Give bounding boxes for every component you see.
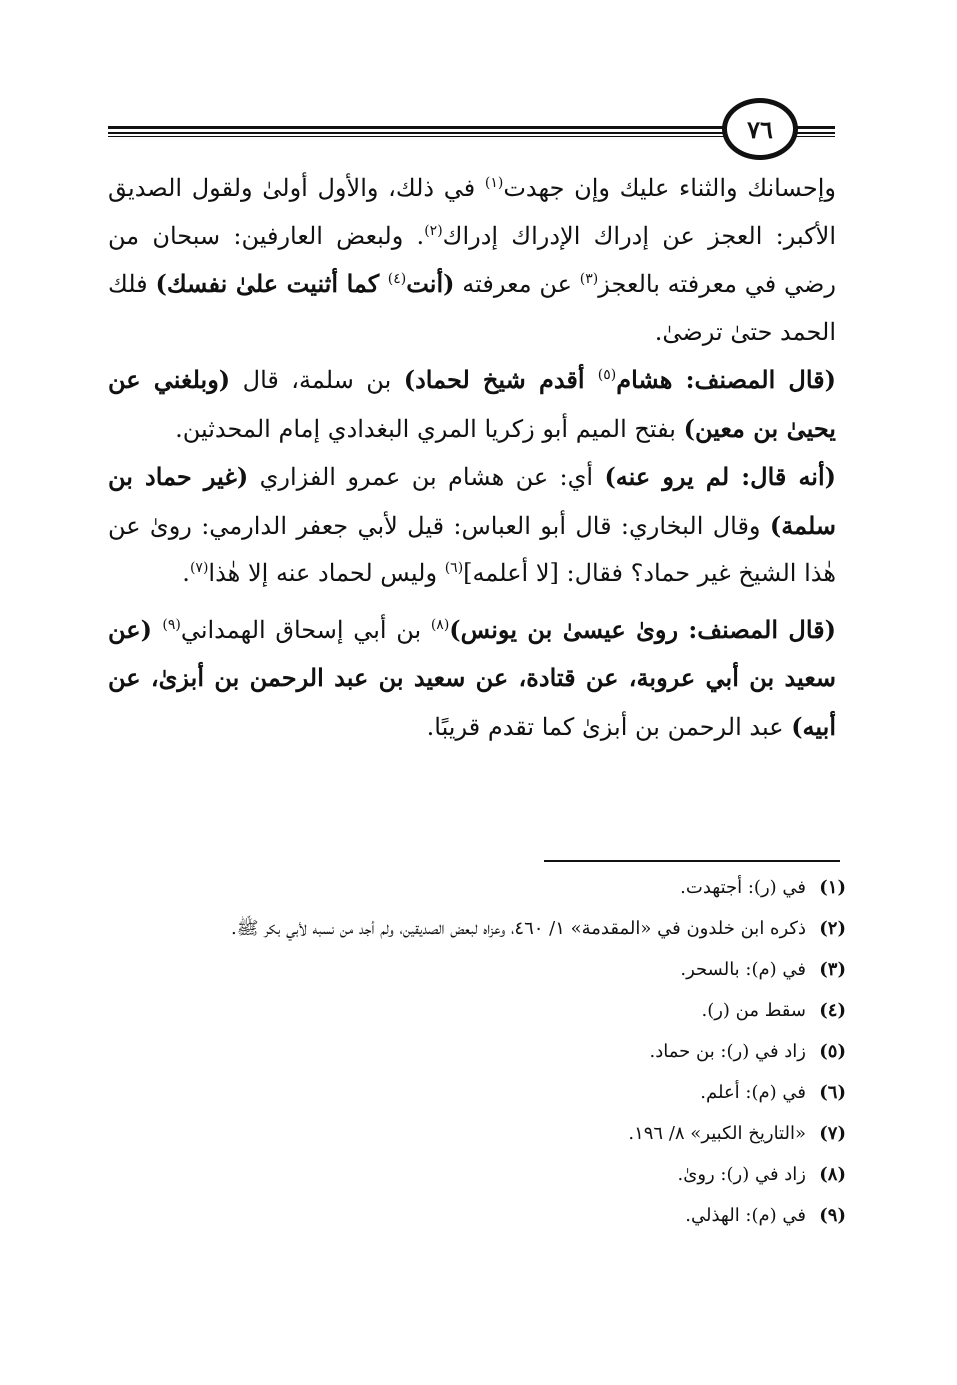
footnote	[110, 872, 846, 903]
footnote	[110, 1036, 846, 1067]
text-segment: وقال البخاري: قال أبو العباس: قيل لأبي جعفر الدارمي: روىٰ عن هٰذا الشيخ غير حماد؟ فقال: [لا أعلمه]	[108, 511, 836, 587]
footnote-ref: (٦)	[444, 560, 464, 576]
footnote-text: في (ر): أجتهدت.	[680, 877, 806, 898]
footnote-number: (٦)	[819, 1082, 846, 1103]
footnote-number: (١)	[819, 877, 846, 898]
text-segment: (وبلغني عن يحيىٰ بن معين)	[108, 365, 836, 443]
footnote-text: «التاريخ الكبير» ٨/ ١٩٦.	[628, 1123, 806, 1144]
footnote	[110, 1077, 846, 1108]
footnote-number: (٨)	[819, 1164, 846, 1185]
footnote-ref: (٩)	[162, 616, 181, 633]
footnote-number: (٧)	[819, 1123, 846, 1144]
footnote-ref: (١)	[484, 175, 504, 191]
footnote-text: في (م): الهذلي.	[685, 1205, 806, 1226]
text-segment: (أنت	[406, 269, 455, 298]
footnote	[110, 1118, 846, 1149]
text-segment: وليس لحماد عنه إلا هٰذا	[208, 559, 445, 587]
paragraph	[108, 165, 836, 356]
text-segment: عبد الرحمن بن أبزىٰ كما تقدم قريبًا.	[426, 712, 792, 741]
text-segment: .	[182, 559, 190, 587]
footnotes	[110, 872, 846, 1241]
paragraph	[108, 606, 836, 752]
footnote-number: (٣)	[819, 959, 846, 980]
footnote-ref: (٨)	[430, 616, 450, 633]
text-segment: في ذلك، والأول أولىٰ ولقول الصديق الأكبر: العجز عن إدراك الإدراك إدراك	[108, 174, 836, 250]
footnote-text: في (م): بالسحر.	[680, 959, 806, 980]
footnote-number: (٥)	[819, 1041, 846, 1062]
text-segment: أي: عن هشام بن عمرو الفزاري	[248, 463, 605, 491]
text-segment: بن سلمة، قال	[230, 366, 404, 394]
main-text	[108, 165, 836, 751]
footnote	[110, 995, 846, 1026]
footnote-ref: (٤)	[387, 271, 407, 287]
footnote-ref: (٣)	[579, 271, 599, 287]
footnote	[110, 1159, 846, 1190]
footnote-number: (٢)	[819, 918, 846, 939]
footnote-text: سقط من (ر).	[701, 1000, 806, 1021]
footnote-text: في (م): أعلم.	[700, 1082, 806, 1103]
text-segment: بفتح الميم أبو زكريا المري البغدادي إمام المحدثين.	[175, 414, 684, 443]
text-segment: . ولبعض العارفين: سبحان من رضي في معرفته بالعجز	[108, 221, 837, 298]
text-segment: (غير حماد بن سلمة)	[108, 462, 836, 540]
page-number: ٧٦	[722, 98, 798, 160]
footnote-ref: (٢)	[424, 222, 443, 239]
text-segment: (عن سعيد بن أبي عروبة، عن قتادة، عن سعيد بن عبد الرحمن بن أبزىٰ، عن أبيه)	[108, 614, 836, 741]
footnote-number: (٤)	[819, 1000, 846, 1021]
footnote	[110, 1200, 846, 1231]
footnote	[110, 913, 846, 944]
text-segment: بن أبي إسحاق الهمداني	[180, 615, 431, 644]
footnote-ref: (٥)	[597, 367, 617, 383]
footnote-text: ذكره ابن خلدون في «المقدمة» ١/ ٤٦٠، وعزاه لبعض الصديقين، ولم أجد من نسبه لأبي بكر ﷺ.	[230, 918, 806, 939]
text-segment: أقدم شيخ لحماد)	[403, 365, 598, 394]
footnote-separator	[544, 860, 840, 862]
text-segment: وإحسانك والثناء عليك وإن جهدت	[503, 174, 837, 202]
text-segment: (قال المصنف: روىٰ عيسىٰ بن يونس)	[449, 614, 836, 644]
footnote-ref: (٧)	[189, 560, 209, 576]
paragraph	[108, 356, 836, 453]
text-segment: كما أثنيت علىٰ نفسك)	[155, 269, 388, 298]
text-segment: عن معرفته	[454, 270, 580, 298]
paragraph	[108, 453, 836, 598]
footnote-text: زاد في (ر): روىٰ.	[677, 1164, 806, 1185]
text-segment: فلك الحمد حتىٰ ترضىٰ.	[108, 270, 836, 346]
text-segment: (قال المصنف: هشام	[616, 365, 837, 394]
footnote-text: زاد في (ر): بن حماد.	[649, 1041, 806, 1062]
footnote	[110, 954, 846, 985]
footnote-number: (٩)	[819, 1205, 846, 1226]
text-segment: (أنه قال: لم يرو عنه)	[604, 462, 837, 491]
